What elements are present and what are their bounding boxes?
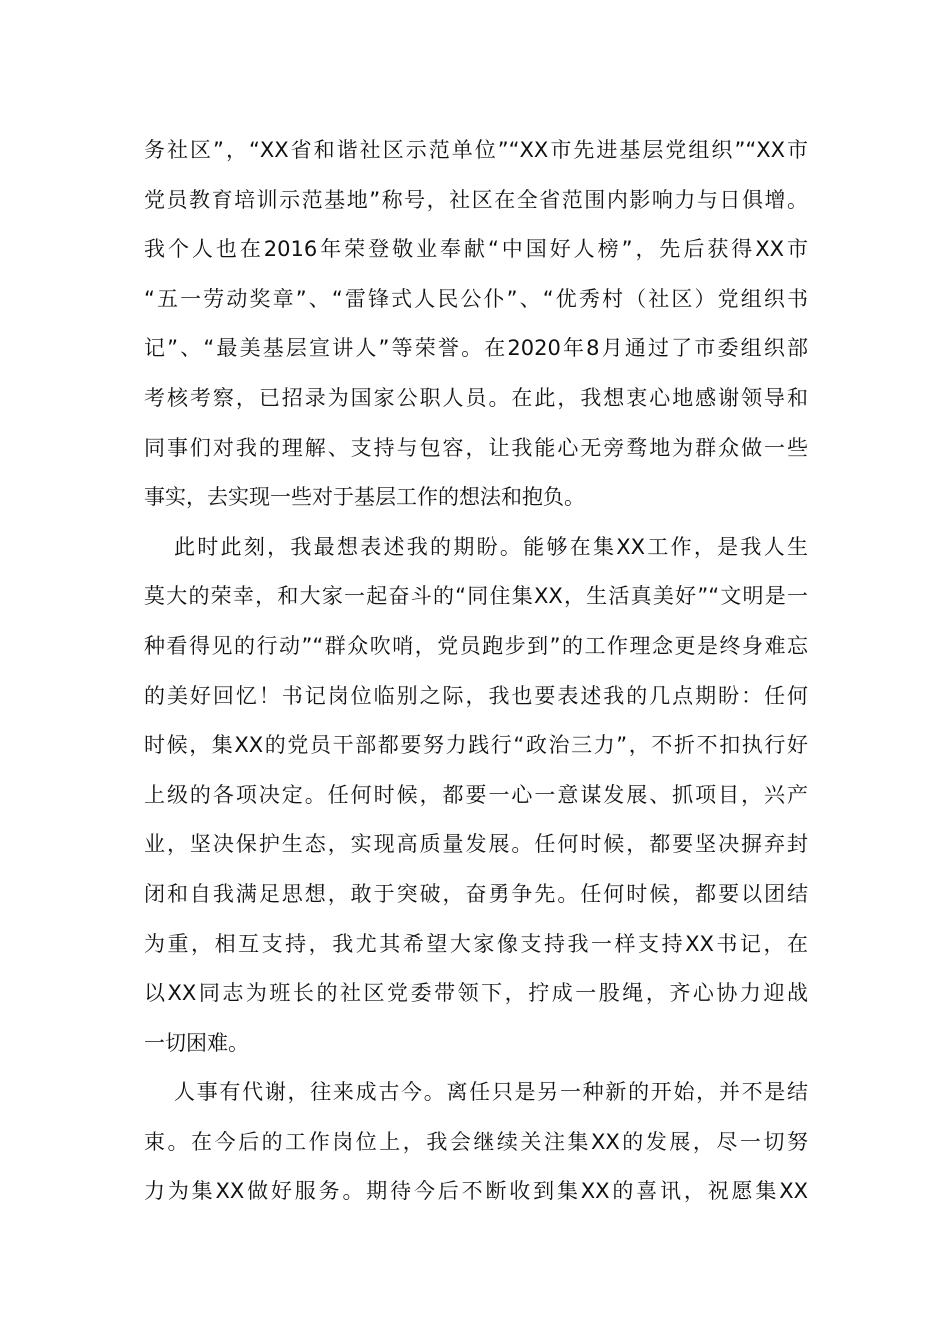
- text-line: 同事们对我的理解、支持与包容，让我能心无旁骛地为群众做一些: [144, 435, 808, 460]
- text-line: 时候，集XX的党员干部都要努力践行“政治三力”，不折不扣执行好: [144, 733, 808, 758]
- text-line: 的美好回忆！书记岗位临别之际，我也要表述我的几点期盼：任何: [144, 683, 808, 708]
- text-line: “五一劳动奖章”、“雷锋式人民公仆”、“优秀村（社区）党组织书: [144, 286, 808, 311]
- text-line: 此时此刻，我最想表述我的期盼。能够在集XX工作，是我人生: [174, 534, 808, 559]
- text-line: 为重，相互支持，我尤其希望大家像支持我一样支持XX书记，在: [144, 931, 808, 956]
- text-line: 莫大的荣幸，和大家一起奋斗的“同住集XX，生活真美好”“文明是一: [144, 584, 808, 609]
- text-line: 业，坚决保护生态，实现高质量发展。任何时候，都要坚决摒弃封: [144, 832, 808, 857]
- text-line: 种看得见的行动”“群众吹哨，党员跑步到”的工作理念更是终身难忘: [144, 633, 808, 658]
- text-line: 考核考察，已招录为国家公职人员。在此，我想衷心地感谢领导和: [144, 385, 808, 410]
- text-line: 上级的各项决定。任何时候，都要一心一意谋发展、抓项目，兴产: [144, 782, 808, 807]
- text-line: 闭和自我满足思想，敢于突破，奋勇争先。任何时候，都要以团结: [144, 881, 808, 906]
- text-line: 力为集XX做好服务。期待今后不断收到集XX的喜讯，祝愿集XX: [144, 1179, 808, 1204]
- text-line: 人事有代谢，往来成古今。离任只是另一种新的开始，并不是结: [174, 1080, 808, 1105]
- text-line: 务社区”，“XX省和谐社区示范单位”“XX市先进基层党组织”“XX市: [144, 138, 808, 162]
- text-line: 事实，去实现一些对于基层工作的想法和抱负。: [144, 485, 585, 510]
- text-line: 束。在今后的工作岗位上，我会继续关注集XX的发展，尽一切努: [144, 1129, 808, 1154]
- text-line: 我个人也在2016年荣登敬业奉献“中国好人榜”，先后获得XX市: [144, 237, 808, 262]
- text-line: 记”、“最美基层宣讲人”等荣誉。在2020年8月通过了市委组织部: [144, 336, 808, 361]
- text-line: 以XX同志为班长的社区党委带领下，拧成一股绳，齐心协力迎战: [144, 981, 808, 1006]
- text-line: 党员教育培训示范基地”称号，社区在全省范围内影响力与日俱增。: [144, 187, 808, 212]
- text-line: 一切困难。: [144, 1030, 249, 1055]
- document-body: [144, 126, 808, 1217]
